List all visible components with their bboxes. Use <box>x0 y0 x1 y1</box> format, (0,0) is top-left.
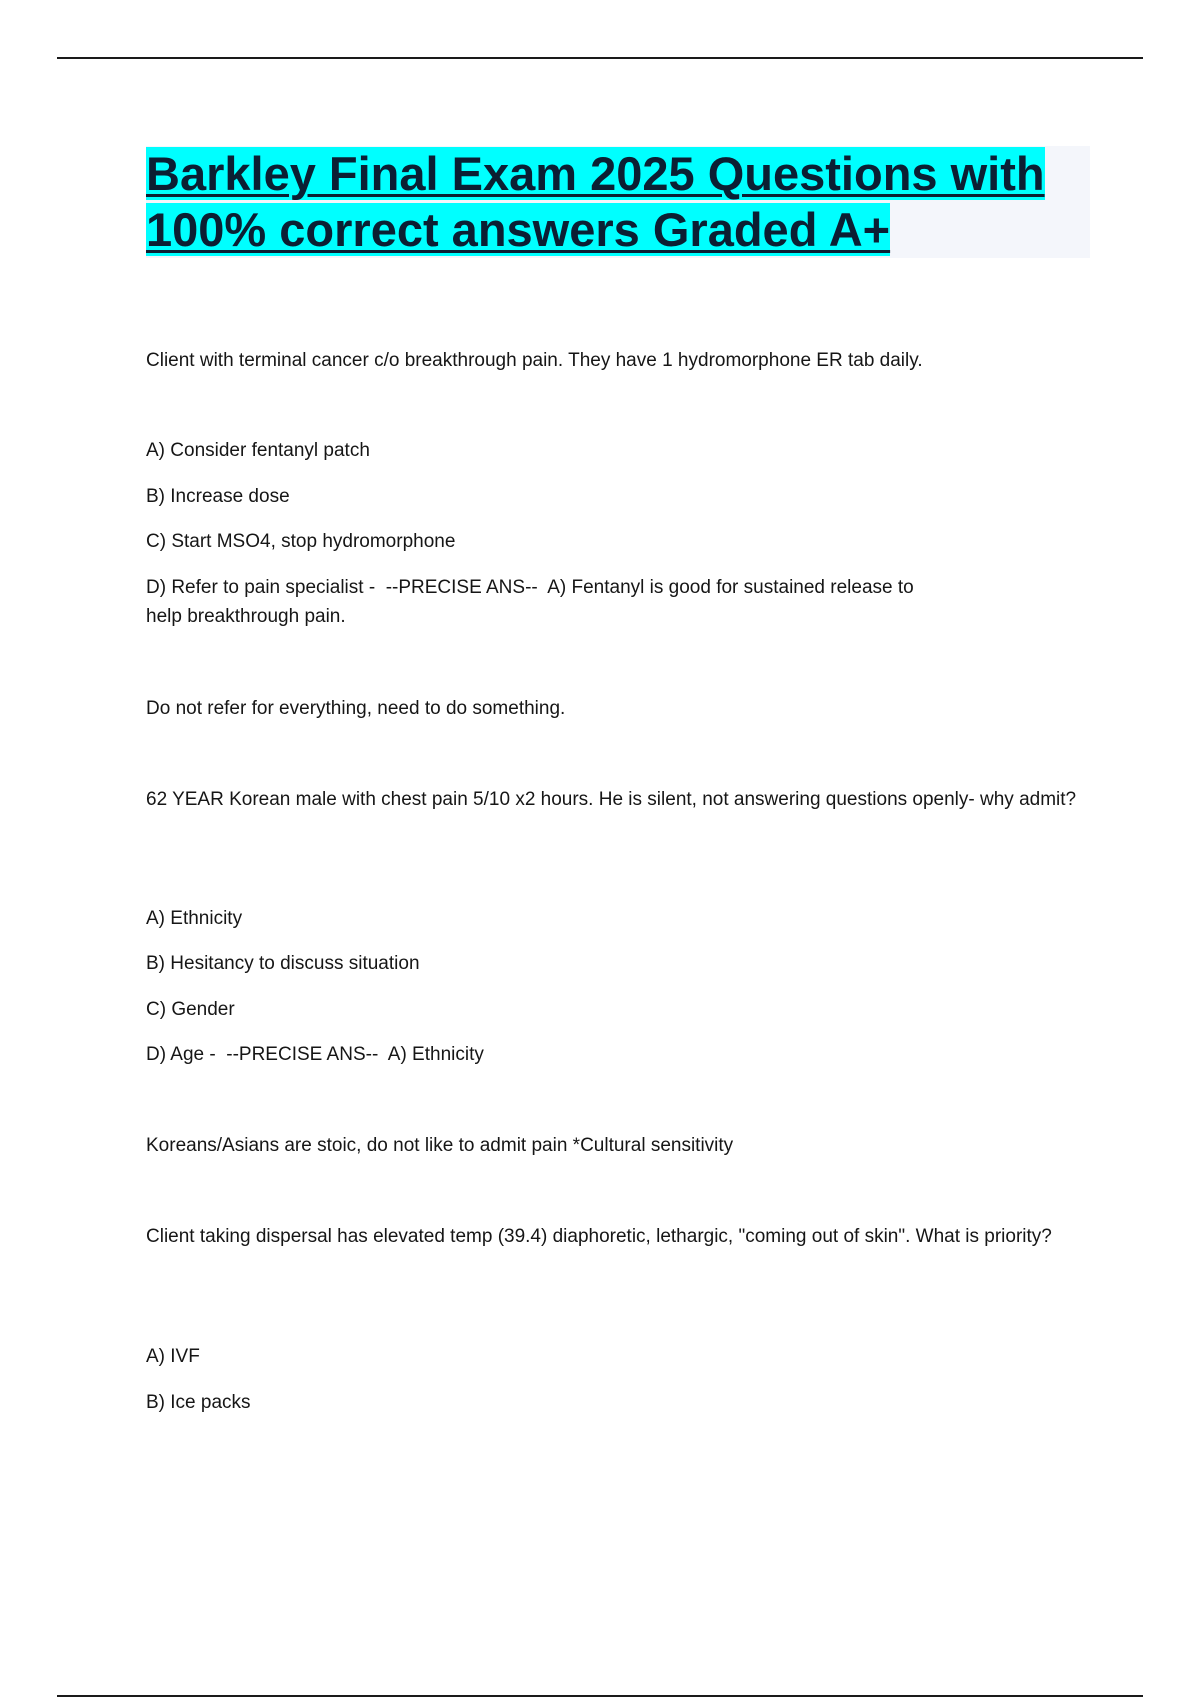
question-2-rationale: Koreans/Asians are stoic, do not like to admit pain *Cultural sensitivity <box>146 1135 734 1156</box>
question-1-option-c: C) Start MSO4, stop hydromorphone <box>146 531 456 552</box>
question-1-option-b: B) Increase dose <box>146 486 290 507</box>
question-2-option-b: B) Hesitancy to discuss situation <box>146 953 420 974</box>
question-3-option-b: B) Ice packs <box>146 1392 251 1413</box>
question-3-option-a: A) IVF <box>146 1346 200 1367</box>
question-1-stem: Client with terminal cancer c/o breakthrough pain. They have 1 hydromorphone ER tab daily. <box>146 350 923 371</box>
question-1-option-a: A) Consider fentanyl patch <box>146 440 370 461</box>
title-block <box>146 146 1090 258</box>
top-rule <box>57 57 1143 59</box>
question-1-rationale: Do not refer for everything, need to do something. <box>146 698 566 719</box>
question-2-option-d-answer: D) Age - --PRECISE ANS-- A) Ethnicity <box>146 1044 484 1065</box>
document-title: Barkley Final Exam 2025 Questions with 100% correct answers Graded A+ <box>146 147 1045 256</box>
question-1-option-d-answer: D) Refer to pain specialist - --PRECISE ANS-- A) Fentanyl is good for sustained release to help breakthrough pain. <box>146 577 914 627</box>
question-2-option-a: A) Ethnicity <box>146 908 243 929</box>
bottom-rule <box>57 1695 1143 1697</box>
question-2-option-c: C) Gender <box>146 999 235 1020</box>
question-2-stem: 62 YEAR Korean male with chest pain 5/10 x2 hours. He is silent, not answering questions openly- why admit? <box>146 789 1077 810</box>
question-3-stem: Client taking dispersal has elevated temp (39.4) diaphoretic, lethargic, "coming out of skin". What is priority? <box>146 1226 1052 1247</box>
